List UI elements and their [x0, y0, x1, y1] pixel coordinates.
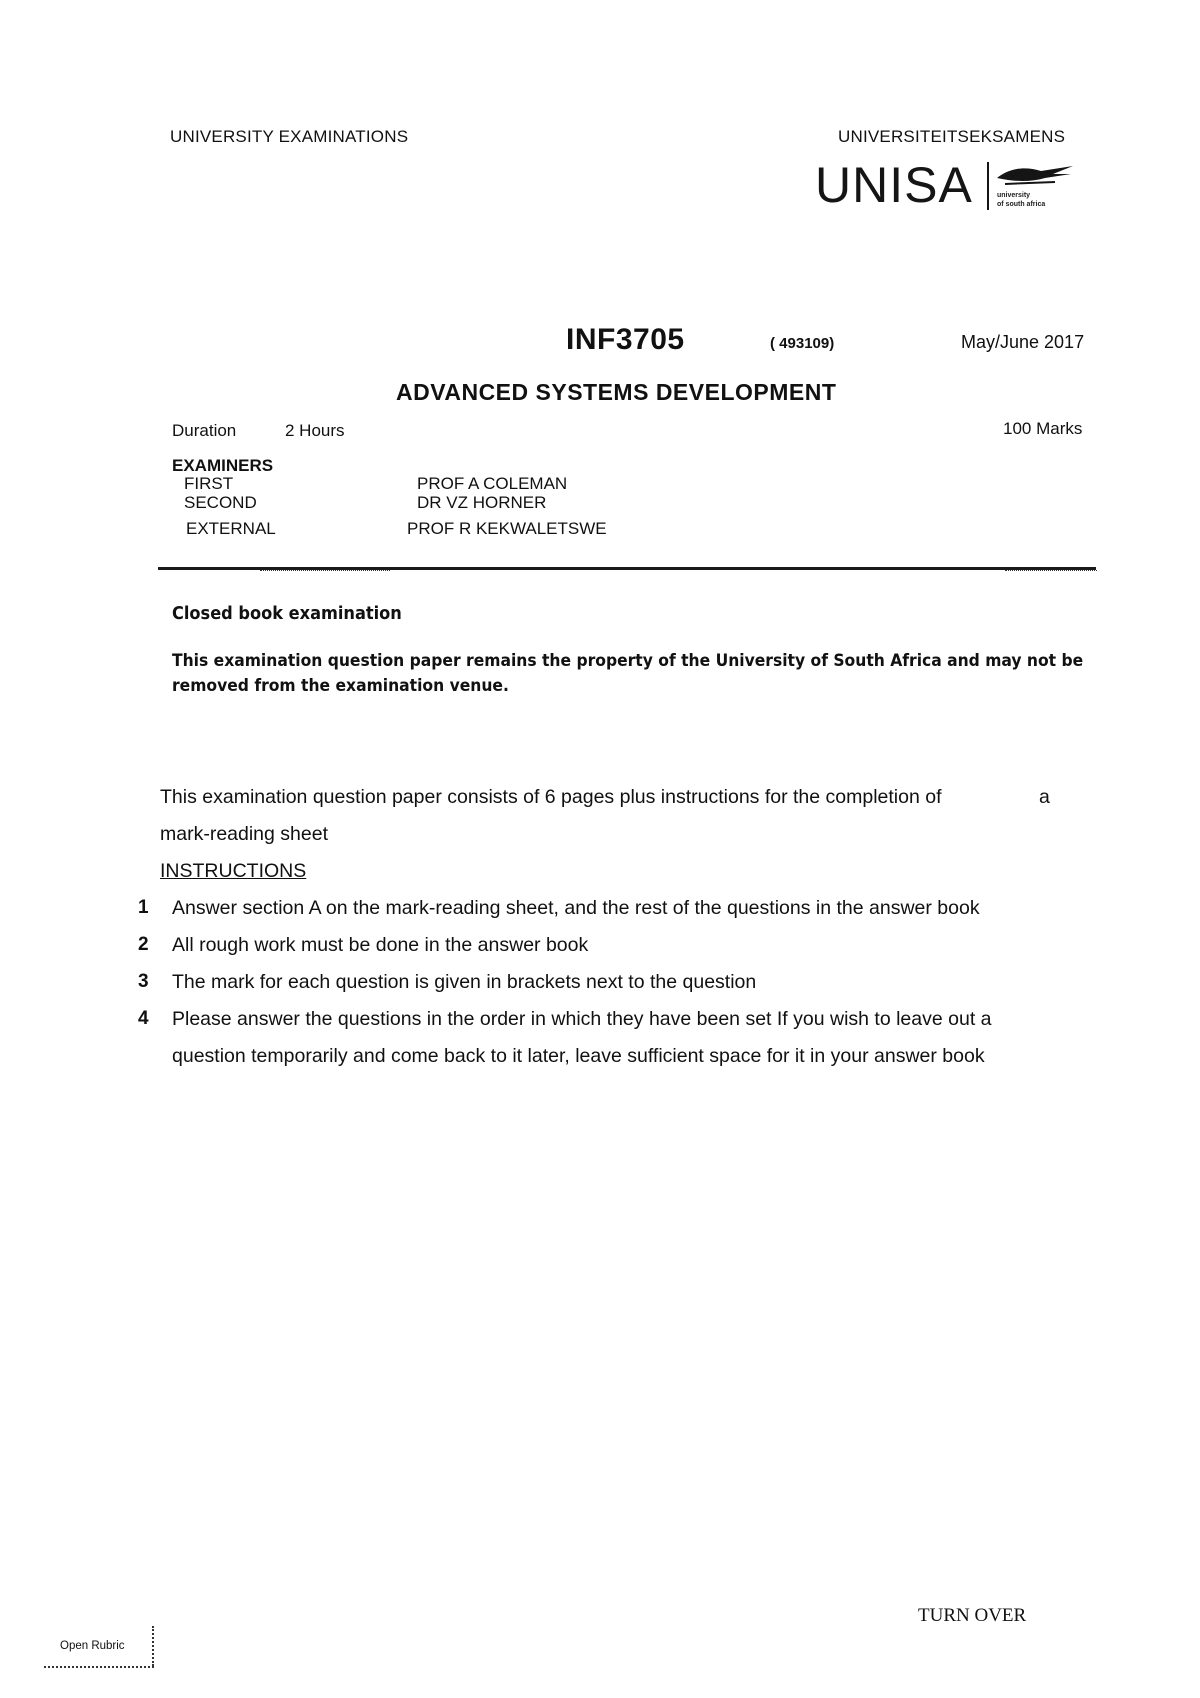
paper-info-line1: This examination question paper consists of 6 pages plus instructions for the completion of	[160, 786, 942, 808]
logo-divider	[987, 162, 989, 210]
examiner-second-name: DR VZ HORNER	[417, 493, 547, 512]
examiners-heading: EXAMINERS	[172, 456, 274, 475]
instruction-text-continuation: question temporarily and come back to it later, leave sufficient space for it in your answer book	[172, 1045, 985, 1067]
instruction-text: The mark for each question is given in brackets next to the question	[172, 971, 757, 993]
instructions-title: INSTRUCTIONS	[160, 860, 307, 882]
instruction-number: 2	[138, 934, 149, 955]
instruction-text: All rough work must be done in the answer book	[172, 934, 589, 956]
property-notice-line2: removed from the examination venue.	[172, 676, 509, 696]
divider-dots-2	[1005, 570, 1097, 572]
unisa-logo	[815, 158, 1075, 218]
course-title: ADVANCED SYSTEMS DEVELOPMENT	[396, 379, 837, 405]
divider-dots-1	[260, 570, 390, 572]
total-marks: 100 Marks	[1003, 419, 1083, 438]
examiner-external-label: EXTERNAL	[186, 519, 276, 538]
examiner-first-label: FIRST	[184, 474, 234, 493]
property-notice-line1: This examination question paper remains the property of the University of South Africa and may not be	[172, 651, 1084, 671]
exam-session: May/June 2017	[961, 332, 1085, 352]
paper-info-line2: mark-reading sheet	[160, 823, 328, 845]
logo-wordmark: UNISA	[815, 157, 973, 213]
header-right-title: UNIVERSITEITSEKSAMENS	[838, 127, 1066, 146]
instruction-text: Please answer the questions in the order in which they have been set If you wish to leave out a	[172, 1008, 992, 1030]
paper-number: ( 493109)	[770, 335, 835, 352]
examiner-first-name: PROF A COLEMAN	[417, 474, 568, 493]
rubric-box-side	[152, 1626, 158, 1666]
instruction-number: 3	[138, 971, 149, 992]
rubric-box-bottom	[44, 1666, 154, 1668]
examiner-second-label: SECOND	[184, 493, 257, 512]
open-rubric-label: Open Rubric	[60, 1640, 125, 1652]
examiner-external-name: PROF R KEKWALETSWE	[407, 519, 607, 538]
logo-tagline-1: university	[997, 192, 1031, 199]
instruction-number: 4	[138, 1008, 149, 1029]
instruction-number: 1	[138, 897, 149, 918]
logo-tagline-2: of south africa	[997, 201, 1046, 208]
paper-info-line1-tail: a	[1039, 786, 1050, 808]
closed-book-notice: Closed book examination	[172, 603, 402, 624]
turn-over-label: TURN OVER	[918, 1605, 1027, 1626]
duration-label: Duration	[172, 421, 237, 440]
header-left-title: UNIVERSITY EXAMINATIONS	[170, 127, 409, 146]
duration-value: 2 Hours	[285, 421, 345, 440]
course-code: INF3705	[566, 323, 685, 356]
bird-icon	[995, 162, 1075, 192]
instruction-text: Answer section A on the mark-reading sheet, and the rest of the questions in the answer book	[172, 897, 980, 919]
